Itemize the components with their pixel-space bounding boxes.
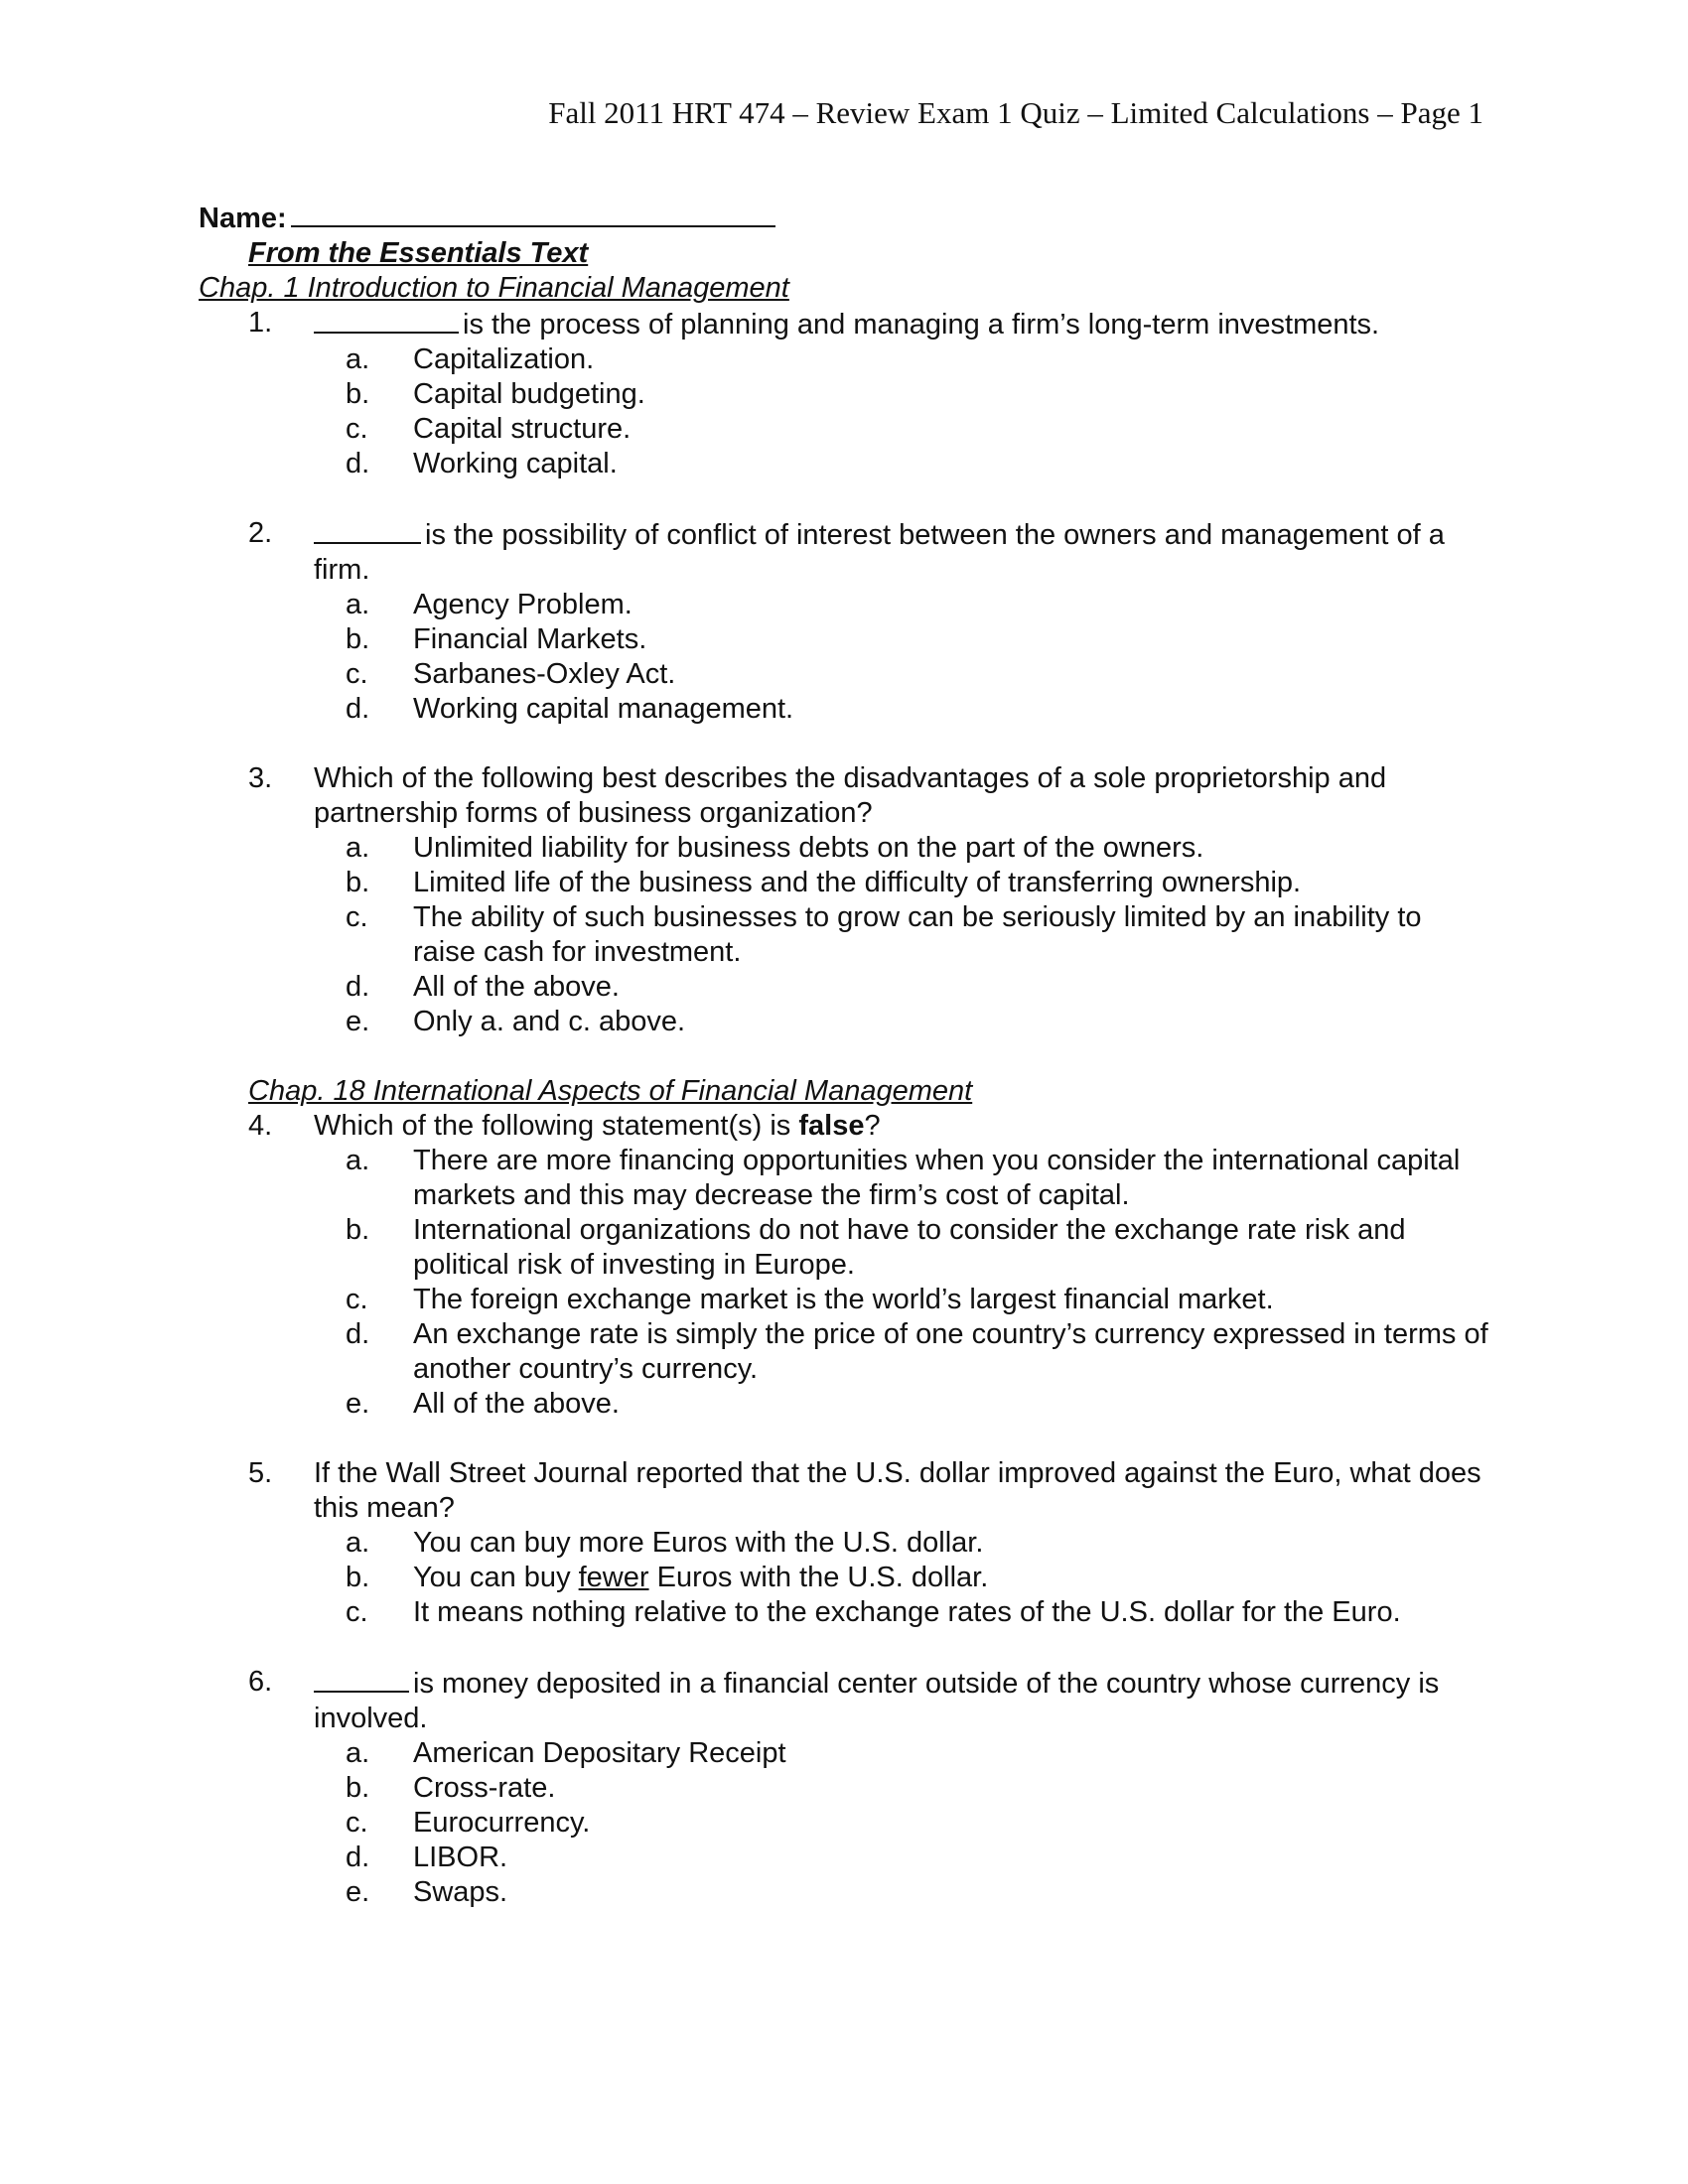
- option-text-end: Euros with the U.S. dollar.: [648, 1562, 989, 1593]
- option-d: [314, 1841, 1489, 1875]
- option-text-underlined: fewer: [578, 1562, 649, 1593]
- answer-blank: [314, 306, 459, 334]
- option-text: Eurocurrency.: [413, 1807, 591, 1839]
- option-text: Capital budgeting.: [413, 378, 645, 410]
- answer-blank: [314, 1665, 409, 1693]
- option-letter: c.: [346, 1807, 368, 1839]
- option-b: [314, 1213, 1489, 1283]
- option-text: It means nothing relative to the exchange rates of the U.S. dollar for the Euro.: [413, 1596, 1401, 1628]
- option-e: [314, 1005, 1489, 1039]
- question-2: [199, 516, 1489, 727]
- option-text: An exchange rate is simply the price of one country’s currency expressed in terms of another country’s currency.: [413, 1318, 1488, 1385]
- option-letter: b.: [346, 378, 370, 410]
- question-text: If the Wall Street Journal reported that the U.S. dollar improved against the Euro, what does this mean?: [314, 1457, 1481, 1524]
- option-e: [314, 1875, 1489, 1910]
- question-text: Which of the following statement(s) is: [314, 1110, 799, 1142]
- option-d: [314, 970, 1489, 1005]
- option-text: Agency Problem.: [413, 589, 633, 620]
- option-text: Capital structure.: [413, 413, 632, 445]
- question-number: 4.: [248, 1110, 273, 1142]
- option-b: [314, 377, 1489, 412]
- option-list: [314, 342, 1489, 481]
- name-row: [199, 197, 1489, 236]
- option-letter: d.: [346, 448, 370, 479]
- option-d: [314, 692, 1489, 727]
- option-letter: a.: [346, 832, 370, 864]
- question-text-emphasis: false: [798, 1110, 865, 1142]
- section-subheading: From the Essentials Text: [248, 237, 589, 269]
- question-3: [199, 761, 1489, 1039]
- option-text: Swaps.: [413, 1876, 508, 1908]
- quiz-content: [199, 197, 1489, 1910]
- option-b: [314, 866, 1489, 900]
- option-letter: d.: [346, 1842, 370, 1873]
- option-text: There are more financing opportunities when you consider the international capital markets and this may decrease the firm’s cost of capital.: [413, 1145, 1461, 1211]
- question-6: [199, 1665, 1489, 1910]
- option-list: [314, 1526, 1489, 1630]
- option-text: Financial Markets.: [413, 623, 647, 655]
- option-text: You can buy: [413, 1562, 579, 1593]
- option-d: [314, 1317, 1489, 1387]
- question-text: is money deposited in a financial center outside of the country whose currency is involved.: [314, 1668, 1440, 1734]
- question-number: 2.: [248, 517, 273, 549]
- question-number: 3.: [248, 762, 273, 794]
- option-a: [314, 588, 1489, 622]
- option-c: [314, 1283, 1489, 1317]
- option-letter: c.: [346, 413, 368, 445]
- option-letter: a.: [346, 343, 370, 375]
- option-letter: a.: [346, 1737, 370, 1769]
- option-list: [314, 1144, 1489, 1422]
- question-text-end: ?: [864, 1110, 881, 1142]
- option-text: Capitalization.: [413, 343, 595, 375]
- option-c: [314, 412, 1489, 447]
- option-letter: e.: [346, 1876, 370, 1908]
- option-letter: c.: [346, 901, 368, 933]
- option-text: You can buy more Euros with the U.S. dollar.: [413, 1527, 984, 1559]
- option-letter: d.: [346, 693, 370, 725]
- option-list: [314, 588, 1489, 727]
- option-letter: a.: [346, 1527, 370, 1559]
- question-5: [199, 1456, 1489, 1630]
- option-b: [314, 1771, 1489, 1806]
- option-a: [314, 831, 1489, 866]
- option-letter: b.: [346, 1214, 370, 1246]
- question-4: [199, 1109, 1489, 1422]
- question-text: is the process of planning and managing a firm’s long-term investments.: [463, 309, 1380, 341]
- option-letter: a.: [346, 1145, 370, 1176]
- option-text: Unlimited liability for business debts on the part of the owners.: [413, 832, 1204, 864]
- option-list: [314, 831, 1489, 1039]
- option-text: Working capital management.: [413, 693, 794, 725]
- option-letter: e.: [346, 1388, 370, 1420]
- option-b: [314, 1561, 1489, 1595]
- option-a: [314, 1736, 1489, 1771]
- option-d: [314, 447, 1489, 481]
- option-letter: c.: [346, 658, 368, 690]
- page-header: Fall 2011 HRT 474 – Review Exam 1 Quiz – Limited Calculations – Page 1: [548, 95, 1483, 130]
- option-text: Working capital.: [413, 448, 618, 479]
- chapter-heading-18: Chap. 18 International Aspects of Financial Management: [248, 1075, 973, 1107]
- option-text: All of the above.: [413, 1388, 620, 1420]
- option-letter: c.: [346, 1596, 368, 1628]
- name-label: Name:: [199, 203, 287, 234]
- question-text: Which of the following best describes the disadvantages of a sole proprietorship and partnership forms of business organization?: [314, 762, 1387, 829]
- option-letter: b.: [346, 1772, 370, 1804]
- option-text: International organizations do not have to consider the exchange rate risk and political risk of investing in Europe.: [413, 1214, 1406, 1281]
- option-a: [314, 1526, 1489, 1561]
- option-letter: b.: [346, 1562, 370, 1593]
- option-text: American Depositary Receipt: [413, 1737, 786, 1769]
- option-b: [314, 622, 1489, 657]
- option-text: LIBOR.: [413, 1842, 508, 1873]
- option-text: Cross-rate.: [413, 1772, 556, 1804]
- question-text: is the possibility of conflict of interest between the owners and management of a firm.: [314, 519, 1445, 586]
- option-text: Only a. and c. above.: [413, 1006, 686, 1037]
- option-letter: b.: [346, 623, 370, 655]
- option-c: [314, 657, 1489, 692]
- answer-blank: [314, 516, 421, 544]
- option-e: [314, 1387, 1489, 1422]
- option-text: Sarbanes-Oxley Act.: [413, 658, 676, 690]
- name-blank-line: [291, 197, 775, 227]
- option-text: The foreign exchange market is the world’s largest financial market.: [413, 1284, 1274, 1315]
- question-number: 6.: [248, 1666, 273, 1698]
- option-text: The ability of such businesses to grow can be seriously limited by an inability to raise cash for investment.: [413, 901, 1422, 968]
- option-text: All of the above.: [413, 971, 620, 1003]
- option-c: [314, 1806, 1489, 1841]
- chapter-heading-1: Chap. 1 Introduction to Financial Management: [199, 272, 789, 304]
- question-1: [199, 306, 1489, 481]
- option-letter: a.: [346, 589, 370, 620]
- option-a: [314, 342, 1489, 377]
- question-number: 1.: [248, 307, 273, 339]
- option-c: [314, 1595, 1489, 1630]
- option-c: [314, 900, 1489, 970]
- question-number: 5.: [248, 1457, 273, 1489]
- option-letter: b.: [346, 867, 370, 898]
- option-list: [314, 1736, 1489, 1910]
- option-letter: d.: [346, 971, 370, 1003]
- option-letter: e.: [346, 1006, 370, 1037]
- option-a: [314, 1144, 1489, 1213]
- option-letter: c.: [346, 1284, 368, 1315]
- option-letter: d.: [346, 1318, 370, 1350]
- option-text: Limited life of the business and the difficulty of transferring ownership.: [413, 867, 1302, 898]
